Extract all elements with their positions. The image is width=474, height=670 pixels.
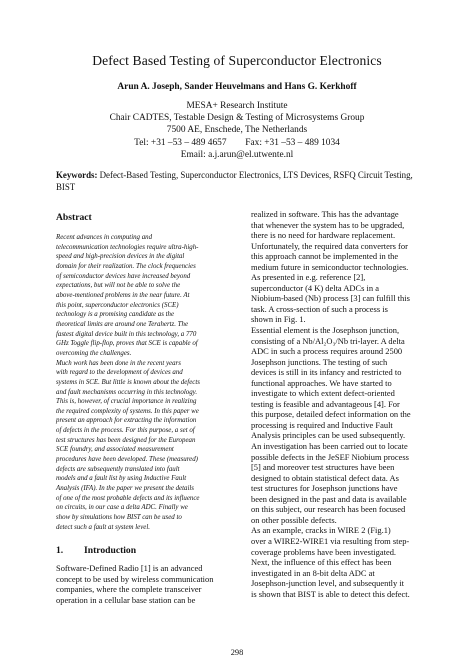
keywords-text: Defect-Based Testing, Superconductor Electronics, LTS Devices, RSFQ Circuit Testing, BIST <box>56 170 413 192</box>
paper-title: Defect Based Testing of Superconductor Electronics <box>92 53 382 68</box>
left-column <box>56 212 239 606</box>
section-number: 1. <box>56 545 64 557</box>
page-number: 298 <box>230 648 244 657</box>
abstract-heading: Abstract <box>56 212 92 223</box>
affiliation-line: Chair CADTES, Testable Design & Testing of Microsystems Group <box>109 113 365 124</box>
abstract-text: Recent advances in computing and telecommunication technologies require ultra-high- speed and high-precision devices in the digital domain for their realization. The clock frequencies of semiconductor devices have increased beyond expectations, but will not be able to solve the above-mentioned problems in the near future. At this point, superconductor electronics (SCE) technology is a promising candidate as the theoretical limits are around one Terahertz. The fastest digital device built in this technology, a 770 GHz Toggle flip-flop, proves that SCE is capable of overcoming the challenges. Much work has been done in the recent years with regard to the development of devices and systems in SCE. But little is known about the defects and fault mechanisms occurring in this technology. This is, however, of crucial importance in realizing the required complexity of systems. In this paper we present an approach for extracting the information of defects in the process. For this purpose, a set of test structures has been designed for the European SCE foundry, and associated measurement procedures have been developed. These (measured) defects are subsequently translated into fault models and a fault list by using Inductive Fault Analysis (IFA). In the paper we present the details of one of the most probable defects and its influence on circuits, in our case a delta ADC. Finally we show by simulations how BIST can be used to detect such a fault at system level. <box>56 234 200 531</box>
keywords-label: Keywords: <box>56 170 98 180</box>
affiliation-line: 7500 AE, Enschede, The Netherlands <box>166 125 308 136</box>
section-title: Introduction <box>84 545 137 557</box>
right-column <box>251 209 421 599</box>
right-column-text: realized in software. This has the advantage that whenever the system has to be upgraded, there is no need for hardware replacement. Unfortunately, the required data converters for this approach cannot be implemented in the medium future in semiconductor technologies. As presented in e.g. reference [2], superconductor (4 K) delta ADCs in a Niobium-based (Nb) process [3] can fulfill this task. A cross-section of such a process is shown in Fig. 1. Essential element is the Josephson junction, consisting of a Nb/Al₂O₃/Nb tri-layer. A delta ADC in such a process requires around 2500 Josephson junctions. The testing of such devices is still in its infancy and restricted to functional approaches. We have started to investigate to which extent defect-oriented testing is feasible and advantageous [4]. For this purpose, detailed defect information on the processing is required and Inductive Fault Analysis principles can be used subsequently. An investigation has been carried out to locate possible defects in the JeSEF Niobium process [5] and moreover test structures have been designed to obtain statistical defect data. As test structures for Josephson junctions have been designed in the past and data is available on this subject, our research has been focused on other possible defects. As an example, cracks in WIRE 2 (Fig.1) over a WIRE2-WIRE1 via resulting from step- coverage problems have been investigated. Next, the influence of this effect has been investigated in an 8-bit delta ADC at Josephson-junction level, and subsequently it is shown that BIST is able to detect this defect. <box>251 209 411 599</box>
affiliation-line: MESA+ Research Institute <box>186 101 288 111</box>
paper-authors: Arun A. Joseph, Sander Heuvelmans and Hans G. Kerkhoff <box>117 82 357 92</box>
keywords <box>56 170 424 193</box>
contact-email: Email: a.j.arun@el.utwente.nl <box>180 149 294 160</box>
contact-phone-fax: Tel: +31 –53 – 489 4657 Fax: +31 –53 – 489 1034 <box>134 137 340 148</box>
section-heading-introduction <box>56 545 239 556</box>
affiliation-block <box>0 100 474 161</box>
introduction-text: Software-Defined Radio [1] is an advanced concept to be used by wireless communication companies, where the complete transceiver operation in a cellular base station can be <box>56 563 214 605</box>
